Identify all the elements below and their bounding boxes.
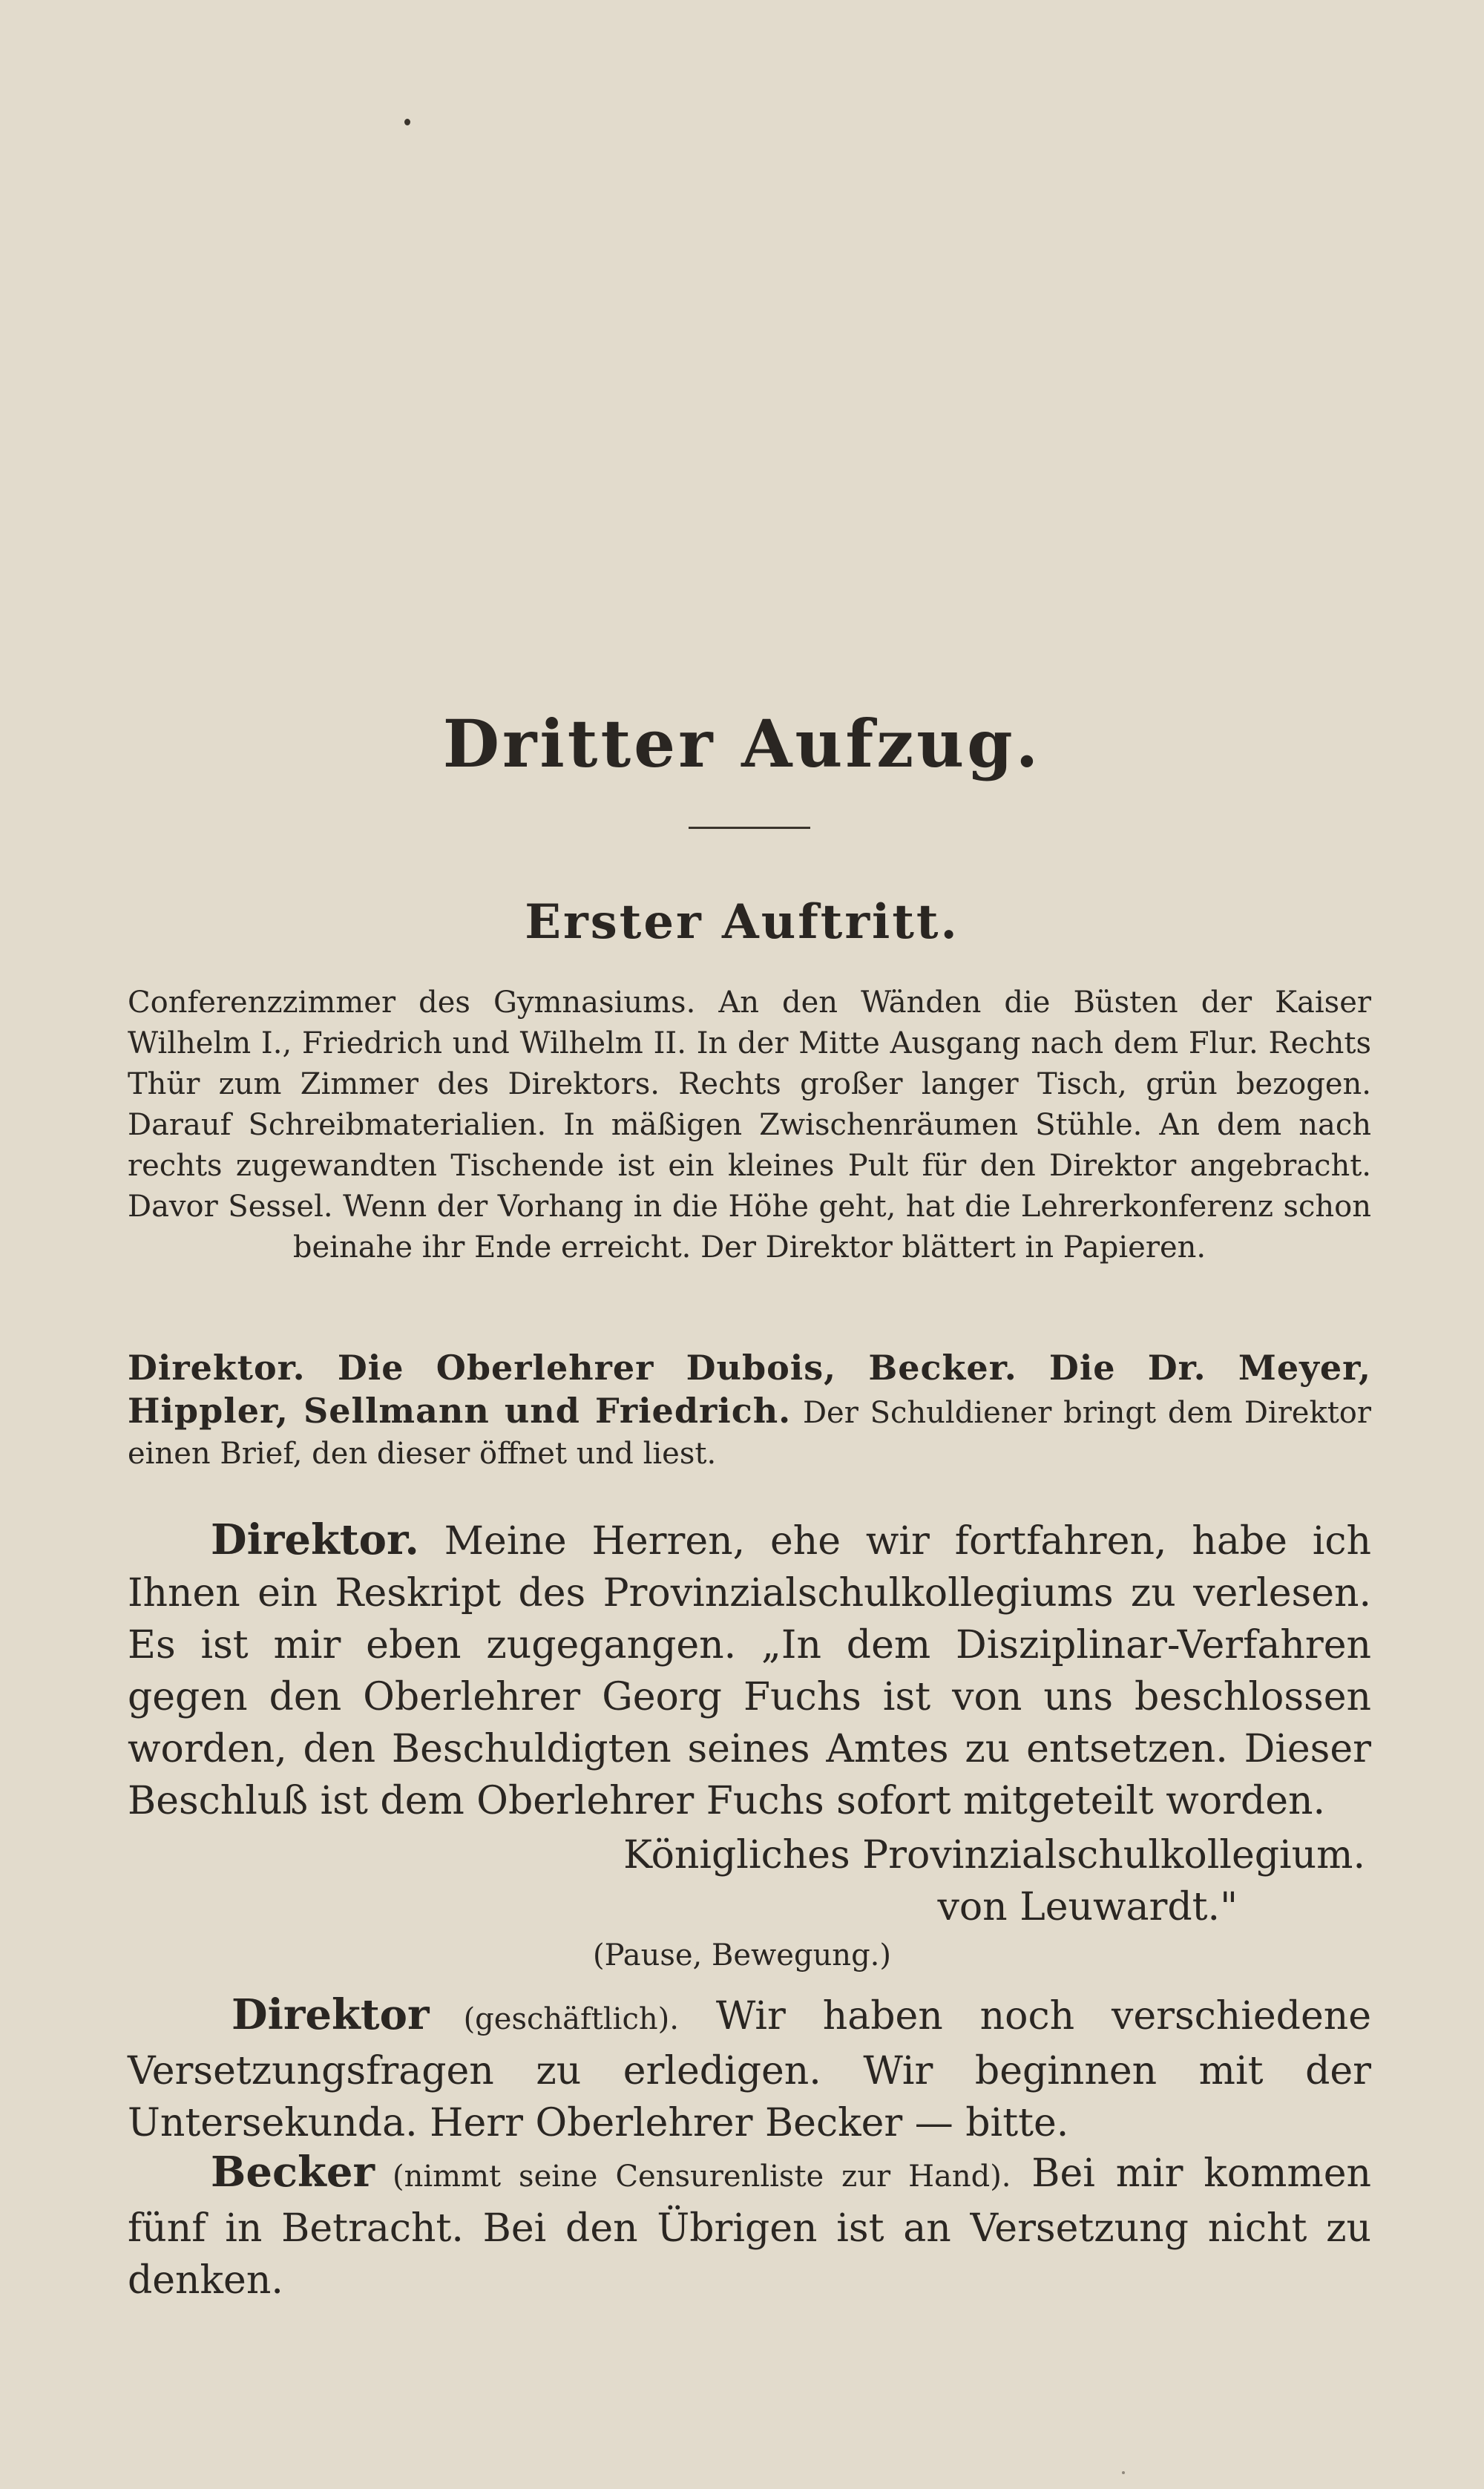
cast-list [128,1348,1371,1475]
speaker-direktor: Direktor. [211,1515,419,1564]
pause-direction: (Pause, Bewegung.) [593,1938,891,1972]
signature-line-2: von Leuwardt." [937,1885,1238,1929]
speaker-direction: (geschäftlich). [429,2002,679,2036]
scene-title: Erster Auftritt. [525,894,959,950]
title-divider [689,827,810,829]
speech-text: Meine Herren, ehe wir fortfahren, habe ich Ihnen ein Reskript des Provinzialschulkollegiums zu verlesen. Es ist mir eben zugegangen. „In dem Disziplinar-Verfahren gegen den Oberlehrer Georg Fuchs ist von uns beschlossen worden, den Beschuldigten seines Amtes zu entsetzen. Dieser Beschluß ist dem Oberlehrer Fuchs sofort mitgeteilt worden. [128,1519,1371,1823]
speech-becker [128,2146,1371,2306]
ink-speck [1122,2471,1125,2474]
cast-action: Der Schuldiener bringt dem Direktor einen Brief, den dieser öffnet und liest. [128,1396,1371,1471]
cast-names: Direktor. Die Oberlehrer Dubois, Becker. Die Dr. Meyer, Hippler, Sellmann und Friedrich. [128,1348,1371,1431]
speaker-direction: (nimmt seine Censurenliste zur Hand). [375,2160,1011,2194]
speech-direktor-2 [128,1989,1371,2149]
stage-direction: Conferenzzimmer des Gymnasiums. An den Wänden die Büsten der Kaiser Wilhelm I., Friedrich und Wilhelm II. In der Mitte Ausgang nach dem Flur. Rechts Thür zum Zimmer des Direktors. Rechts großer langer Tisch, grün bezogen. Darauf Schreibmaterialien. In mäßigen Zwischenräumen Stühle. An dem nach rechts zugewandten Tischende ist ein kleines Pult für den Direktor angebracht. Davor Sessel. Wenn der Vorhang in die Höhe geht, hat die Lehrerkonferenz schon beinahe ihr Ende erreicht. Der Direktor blättert in Papieren. [128,986,1371,1265]
signature-line-1: Königliches Provinzialschulkollegium. [623,1833,1365,1878]
speaker-becker: Becker [211,2148,375,2197]
speaker-direktor: Direktor [232,1990,430,2039]
speech-direktor-1 [128,1514,1371,1827]
speech-text: Bei mir kommen fünf in Betracht. Bei den Übrigen ist an Versetzung nicht zu denken. [128,2151,1371,2303]
speech-text: Wir haben noch verschiedene Versetzungsfragen zu erledigen. Wir beginnen mit der Untersekunda. Herr Oberlehrer Becker — bitte. [128,1994,1371,2145]
act-title: Dritter Aufzug. [442,705,1042,782]
ink-speck [404,119,410,125]
